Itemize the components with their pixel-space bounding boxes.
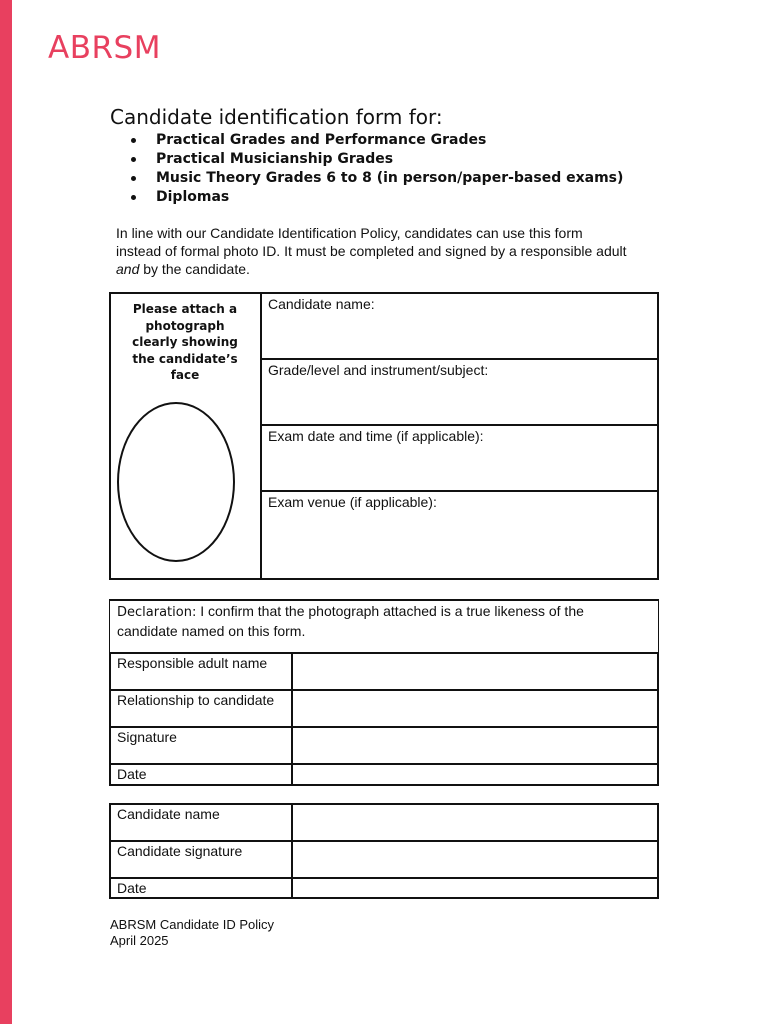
intro-line: In line with our Candidate Identification Policy, candidates can use this form xyxy=(116,225,583,241)
intro-line-rest: by the candidate. xyxy=(139,261,250,277)
exam-type-item xyxy=(110,131,623,150)
photo-placeholder-oval[interactable] xyxy=(117,402,235,562)
intro-line: instead of formal photo ID. It must be completed and signed by a responsible adult xyxy=(116,243,627,259)
bullet-icon xyxy=(131,176,136,181)
row-label: Candidate name xyxy=(111,805,293,840)
bullet-icon xyxy=(131,138,136,143)
footer-line: April 2025 xyxy=(110,933,169,948)
row-label: Signature xyxy=(111,728,293,763)
declaration-text: candidate named on this form. xyxy=(117,623,306,639)
candidate-signature-input[interactable] xyxy=(293,842,657,877)
exam-type-item xyxy=(110,188,623,207)
table-row xyxy=(111,765,657,784)
row-label: Candidate signature xyxy=(111,842,293,877)
field-label: Grade/level and instrument/subject: xyxy=(268,362,489,378)
row-label: Relationship to candidate xyxy=(111,691,293,726)
responsible-adult-table xyxy=(109,652,659,786)
exam-type-label: Practical Musicianship Grades xyxy=(156,151,394,167)
row-label: Date xyxy=(111,765,293,784)
form-title: Candidate identification form for: xyxy=(110,105,443,129)
field-label: Exam date and time (if applicable): xyxy=(268,428,484,444)
exam-type-item xyxy=(110,150,623,169)
candidate-name-field[interactable] xyxy=(262,294,657,360)
relationship-input[interactable] xyxy=(293,691,657,726)
grade-instrument-field[interactable] xyxy=(262,360,657,426)
photo-instruction xyxy=(117,301,253,384)
intro-emphasis: and xyxy=(116,261,140,277)
table-row xyxy=(111,691,657,728)
intro-paragraph xyxy=(116,224,656,278)
photo-instruction-line: photograph xyxy=(145,318,225,333)
photo-instruction-line: Please attach a xyxy=(132,302,238,316)
exam-venue-field[interactable] xyxy=(262,492,657,578)
table-row xyxy=(111,654,657,691)
adult-date-input[interactable] xyxy=(293,765,657,784)
declaration-text: I confirm that the photograph attached is a true likeness of the xyxy=(196,603,584,619)
table-row xyxy=(111,805,657,842)
bullet-icon xyxy=(131,195,136,200)
abrsm-logo: ABRSM xyxy=(48,30,161,66)
declaration-box xyxy=(109,599,659,653)
intro-line xyxy=(116,260,656,278)
candidate-name-input[interactable] xyxy=(293,805,657,840)
photo-instruction-line: clearly showing xyxy=(132,335,238,349)
field-label: Candidate name: xyxy=(268,296,375,312)
exam-date-time-field[interactable] xyxy=(262,426,657,492)
table-row xyxy=(111,879,657,897)
exam-type-label: Music Theory Grades 6 to 8 (in person/paper-based exams) xyxy=(156,170,624,186)
footer-line: ABRSM Candidate ID Policy xyxy=(110,917,275,932)
table-row xyxy=(111,728,657,765)
exam-type-list xyxy=(110,131,623,207)
photo-instruction-line: face xyxy=(170,368,200,382)
exam-type-item xyxy=(110,169,623,188)
brand-side-bar xyxy=(0,0,12,1024)
declaration-label: Declaration: xyxy=(117,605,197,620)
row-label: Responsible adult name xyxy=(111,654,293,689)
exam-type-label: Practical Grades and Performance Grades xyxy=(156,132,487,148)
photo-attach-cell xyxy=(111,294,262,578)
bullet-icon xyxy=(131,157,136,162)
adult-signature-input[interactable] xyxy=(293,728,657,763)
photo-instruction-line: the candidate’s xyxy=(132,351,238,366)
field-label: Exam venue (if applicable): xyxy=(268,494,437,510)
candidate-date-input[interactable] xyxy=(293,879,657,897)
row-label: Date xyxy=(111,879,293,897)
photo-details-table xyxy=(109,292,659,580)
document-footer xyxy=(110,917,274,949)
exam-type-label: Diplomas xyxy=(156,189,230,205)
candidate-table xyxy=(109,803,659,899)
responsible-adult-name-input[interactable] xyxy=(293,654,657,689)
table-row xyxy=(111,842,657,879)
